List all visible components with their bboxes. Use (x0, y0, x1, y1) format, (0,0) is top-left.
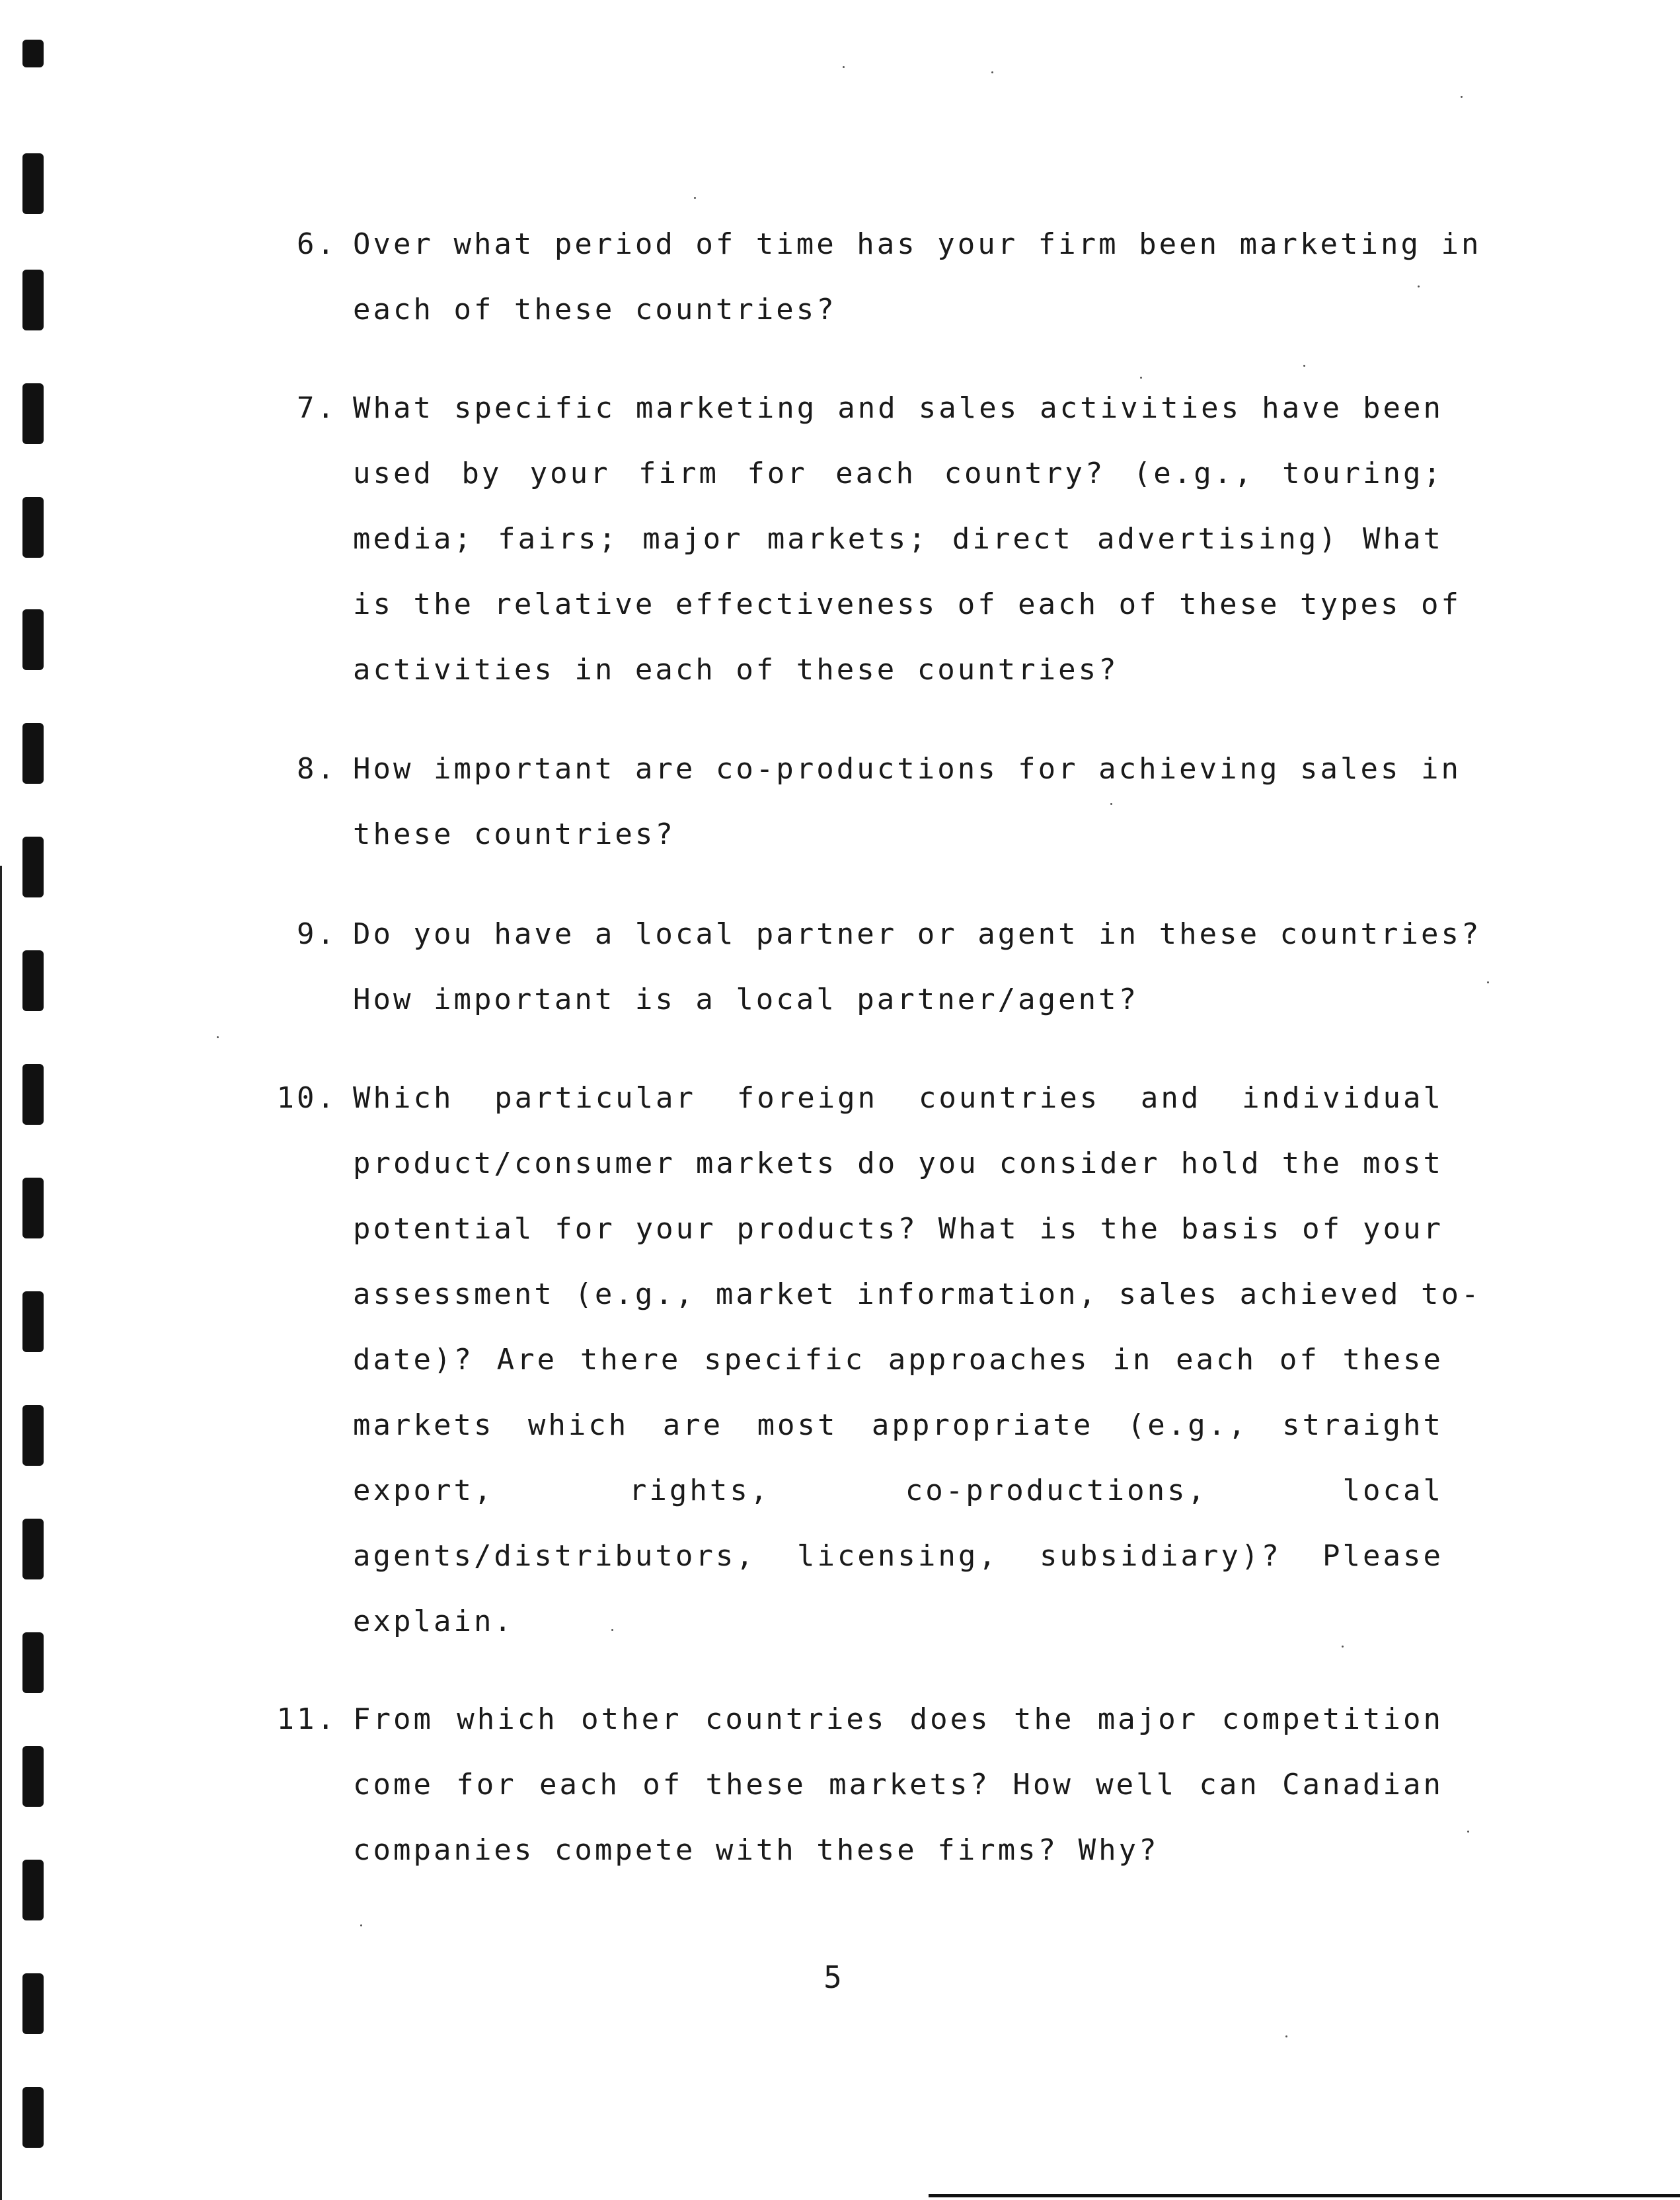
question-line: companies compete with these firms? Why? (353, 1833, 1159, 1867)
question-line: potential for your products? What is the basis of your (353, 1212, 1443, 1246)
binder-mark (22, 1519, 44, 1579)
binder-mark (22, 1860, 44, 1920)
scan-speck (1110, 803, 1112, 805)
question-line: How important is a local partner/agent? (353, 983, 1139, 1016)
question-line: activities in each of these countries? (353, 653, 1119, 687)
scan-speck (611, 1629, 613, 1631)
scan-speck (1487, 981, 1489, 983)
question-line: Over what period of time has your firm been marketing in (353, 227, 1482, 261)
scan-speck (694, 197, 696, 199)
scan-speck (1461, 96, 1463, 98)
binder-mark (22, 270, 44, 330)
question-line: date)? Are there specific approaches in each of these (353, 1343, 1443, 1377)
question-line: markets which are most appropriate (e.g., straight (353, 1408, 1443, 1442)
binder-mark (22, 153, 44, 214)
binder-mark (22, 1973, 44, 2034)
question-line: media; fairs; major markets; direct advertising) What (353, 522, 1443, 556)
page-number: 5 (823, 1959, 842, 1995)
binder-mark (22, 1405, 44, 1466)
binder-mark (22, 40, 44, 67)
scan-speck (1140, 377, 1142, 379)
binder-mark (22, 2087, 44, 2148)
question-line: these countries? (353, 817, 675, 851)
binder-mark (22, 497, 44, 558)
question-line: How important are co-productions for achieving sales in (353, 752, 1461, 786)
binder-mark (22, 1291, 44, 1352)
question-line: used by your firm for each country? (e.g., touring; (353, 457, 1443, 490)
question-line: is the relative effectiveness of each of these types of (353, 588, 1461, 621)
page-edge-line (0, 866, 2, 2200)
scan-speck (1303, 365, 1305, 367)
question-line: product/consumer markets do you consider hold the most (353, 1147, 1443, 1180)
question-line: From which other countries does the major competition (353, 1702, 1443, 1736)
scan-speck (1285, 2035, 1287, 2037)
binder-mark (22, 1632, 44, 1693)
question-line: What specific marketing and sales activities have been (353, 391, 1443, 425)
question-line: agents/distributors, licensing, subsidiary)? Please (353, 1539, 1443, 1573)
question-number: 9. (297, 917, 337, 951)
binder-mark (22, 1746, 44, 1807)
bottom-rule (929, 2194, 1680, 2197)
question-number: 11. (276, 1702, 337, 1736)
question-text (353, 375, 1461, 702)
question-line: each of these countries? (353, 293, 837, 326)
scan-speck (843, 66, 845, 68)
question-line: come for each of these markets? How well can Canadian (353, 1768, 1443, 1802)
scan-speck (360, 1924, 362, 1926)
scan-speck (1342, 1646, 1344, 1648)
question-text (353, 1065, 1482, 1654)
question-number: 10. (276, 1081, 337, 1115)
binder-mark (22, 950, 44, 1011)
scan-speck (991, 71, 993, 73)
binder-mark (22, 723, 44, 784)
scan-speck (1418, 285, 1420, 287)
question-line: Which particular foreign countries and individual (353, 1081, 1443, 1115)
question-number: 7. (297, 391, 337, 425)
binder-mark (22, 1178, 44, 1238)
binder-mark (22, 609, 44, 670)
scan-speck (1467, 1831, 1469, 1833)
question-text (353, 211, 1482, 342)
binder-mark (22, 837, 44, 897)
question-text (353, 1687, 1443, 1883)
binder-hole-marks (22, 40, 45, 2194)
question-text (353, 736, 1461, 867)
question-line: export, rights, co-productions, local (353, 1474, 1443, 1507)
question-line: explain. (353, 1605, 514, 1638)
question-line: Do you have a local partner or agent in these countries? (353, 917, 1482, 951)
question-number: 8. (297, 752, 337, 786)
binder-mark (22, 383, 44, 444)
scan-speck (217, 1036, 219, 1038)
question-number: 6. (297, 227, 337, 261)
question-text (353, 901, 1482, 1032)
binder-mark (22, 1064, 44, 1125)
question-line: assessment (e.g., market information, sales achieved to- (353, 1277, 1482, 1311)
